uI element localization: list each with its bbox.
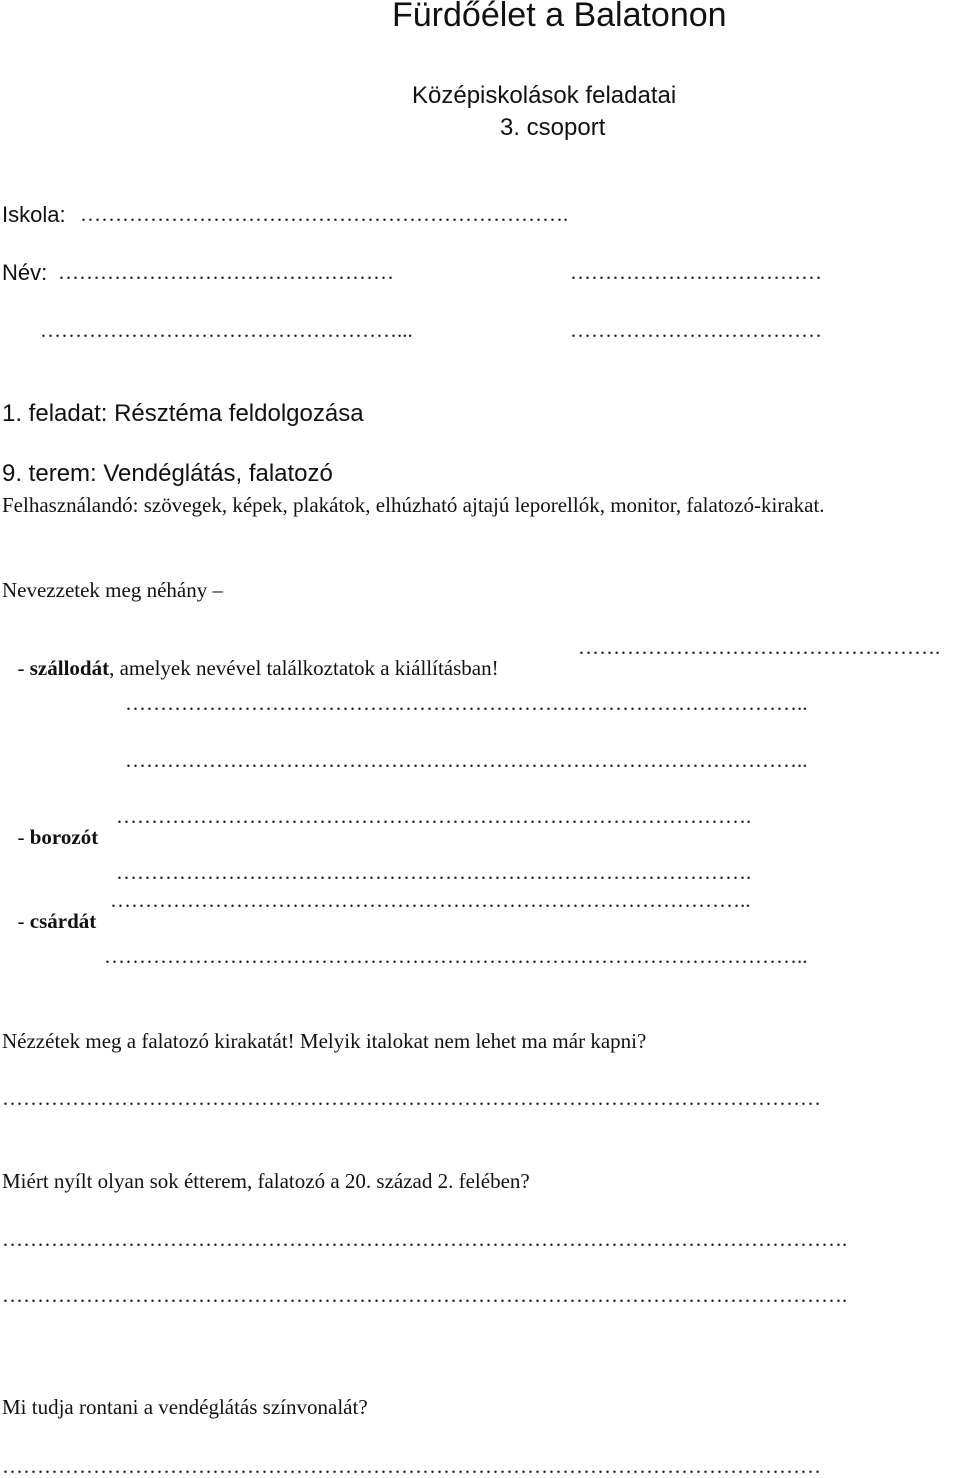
question-wine-bar [7, 806, 98, 848]
question-hotels-keyword: szállodát [29, 656, 110, 680]
answer-hotels-line-2[interactable]: …………………………………………………………………………………….. [125, 691, 808, 715]
name-input-line-3[interactable]: ……………………………………………... [40, 318, 413, 342]
page-title: Fürdőélet a Balatonon [392, 0, 727, 34]
question-quality: Mi tudja rontani a vendéglátás színvonalát? [2, 1395, 368, 1419]
school-label: Iskola: [2, 202, 66, 227]
name-input-line-2[interactable]: ……………………………… [570, 260, 822, 284]
task-room: 9. terem: Vendéglátás, falatozó [2, 460, 333, 487]
question-hotels-dash: - [17, 656, 30, 680]
school-input-line[interactable]: ……………………………………………………………. [80, 202, 569, 226]
answer-wine-bar-line-1[interactable]: ………………………………………………………………………………. [116, 804, 752, 828]
answer-drinks-line[interactable]: ……………………………………………………………………………………………………… [2, 1086, 821, 1110]
answer-restaurants-line-1[interactable]: …………………………………………………………………………………………………………. [2, 1227, 848, 1251]
question-tavern-dash: - [17, 909, 30, 933]
question-intro: Nevezzetek meg néhány – [2, 578, 223, 602]
answer-tavern-line-1[interactable]: ……………………………………………………………………………….. [110, 888, 751, 912]
task-heading: 1. feladat: Résztéma feldolgozása [2, 400, 364, 427]
task-materials: Felhasználandó: szövegek, képek, plakátok, elhúzható ajtajú leporellók, monitor, falatozó-kirakat. [2, 493, 825, 517]
question-tavern [7, 890, 96, 932]
answer-restaurants-line-2[interactable]: …………………………………………………………………………………………………………. [2, 1283, 848, 1307]
question-tavern-keyword: csárdát [29, 909, 97, 933]
question-wine-bar-dash: - [17, 825, 30, 849]
answer-wine-bar-line-2[interactable]: ………………………………………………………………………………. [116, 860, 752, 884]
question-drinks: Nézzétek meg a falatozó kirakatát! Melyik italokat nem lehet ma már kapni? [2, 1029, 647, 1053]
question-restaurants: Miért nyílt olyan sok étterem, falatozó a 20. század 2. felében? [2, 1169, 530, 1193]
name-input-line-1[interactable]: ………………………………………… [58, 260, 394, 284]
answer-tavern-line-2[interactable]: ……………………………………………………………………………………….. [104, 944, 808, 968]
question-hotels [7, 637, 499, 679]
subtitle-group: 3. csoport [500, 114, 606, 141]
answer-hotels-line-1[interactable]: ……………………………………………. [578, 635, 941, 659]
name-label: Név: [2, 260, 48, 285]
answer-hotels-line-3[interactable]: …………………………………………………………………………………….. [125, 748, 808, 772]
name-input-line-4[interactable]: ……………………………… [570, 318, 822, 342]
question-wine-bar-keyword: borozót [29, 825, 99, 849]
question-hotels-text: , amelyek nevével találkoztatok a kiállításban! [109, 656, 499, 680]
subtitle-audience: Középiskolások feladatai [412, 82, 677, 109]
answer-quality-line[interactable]: ……………………………………………………………………………………………………… [2, 1454, 821, 1478]
